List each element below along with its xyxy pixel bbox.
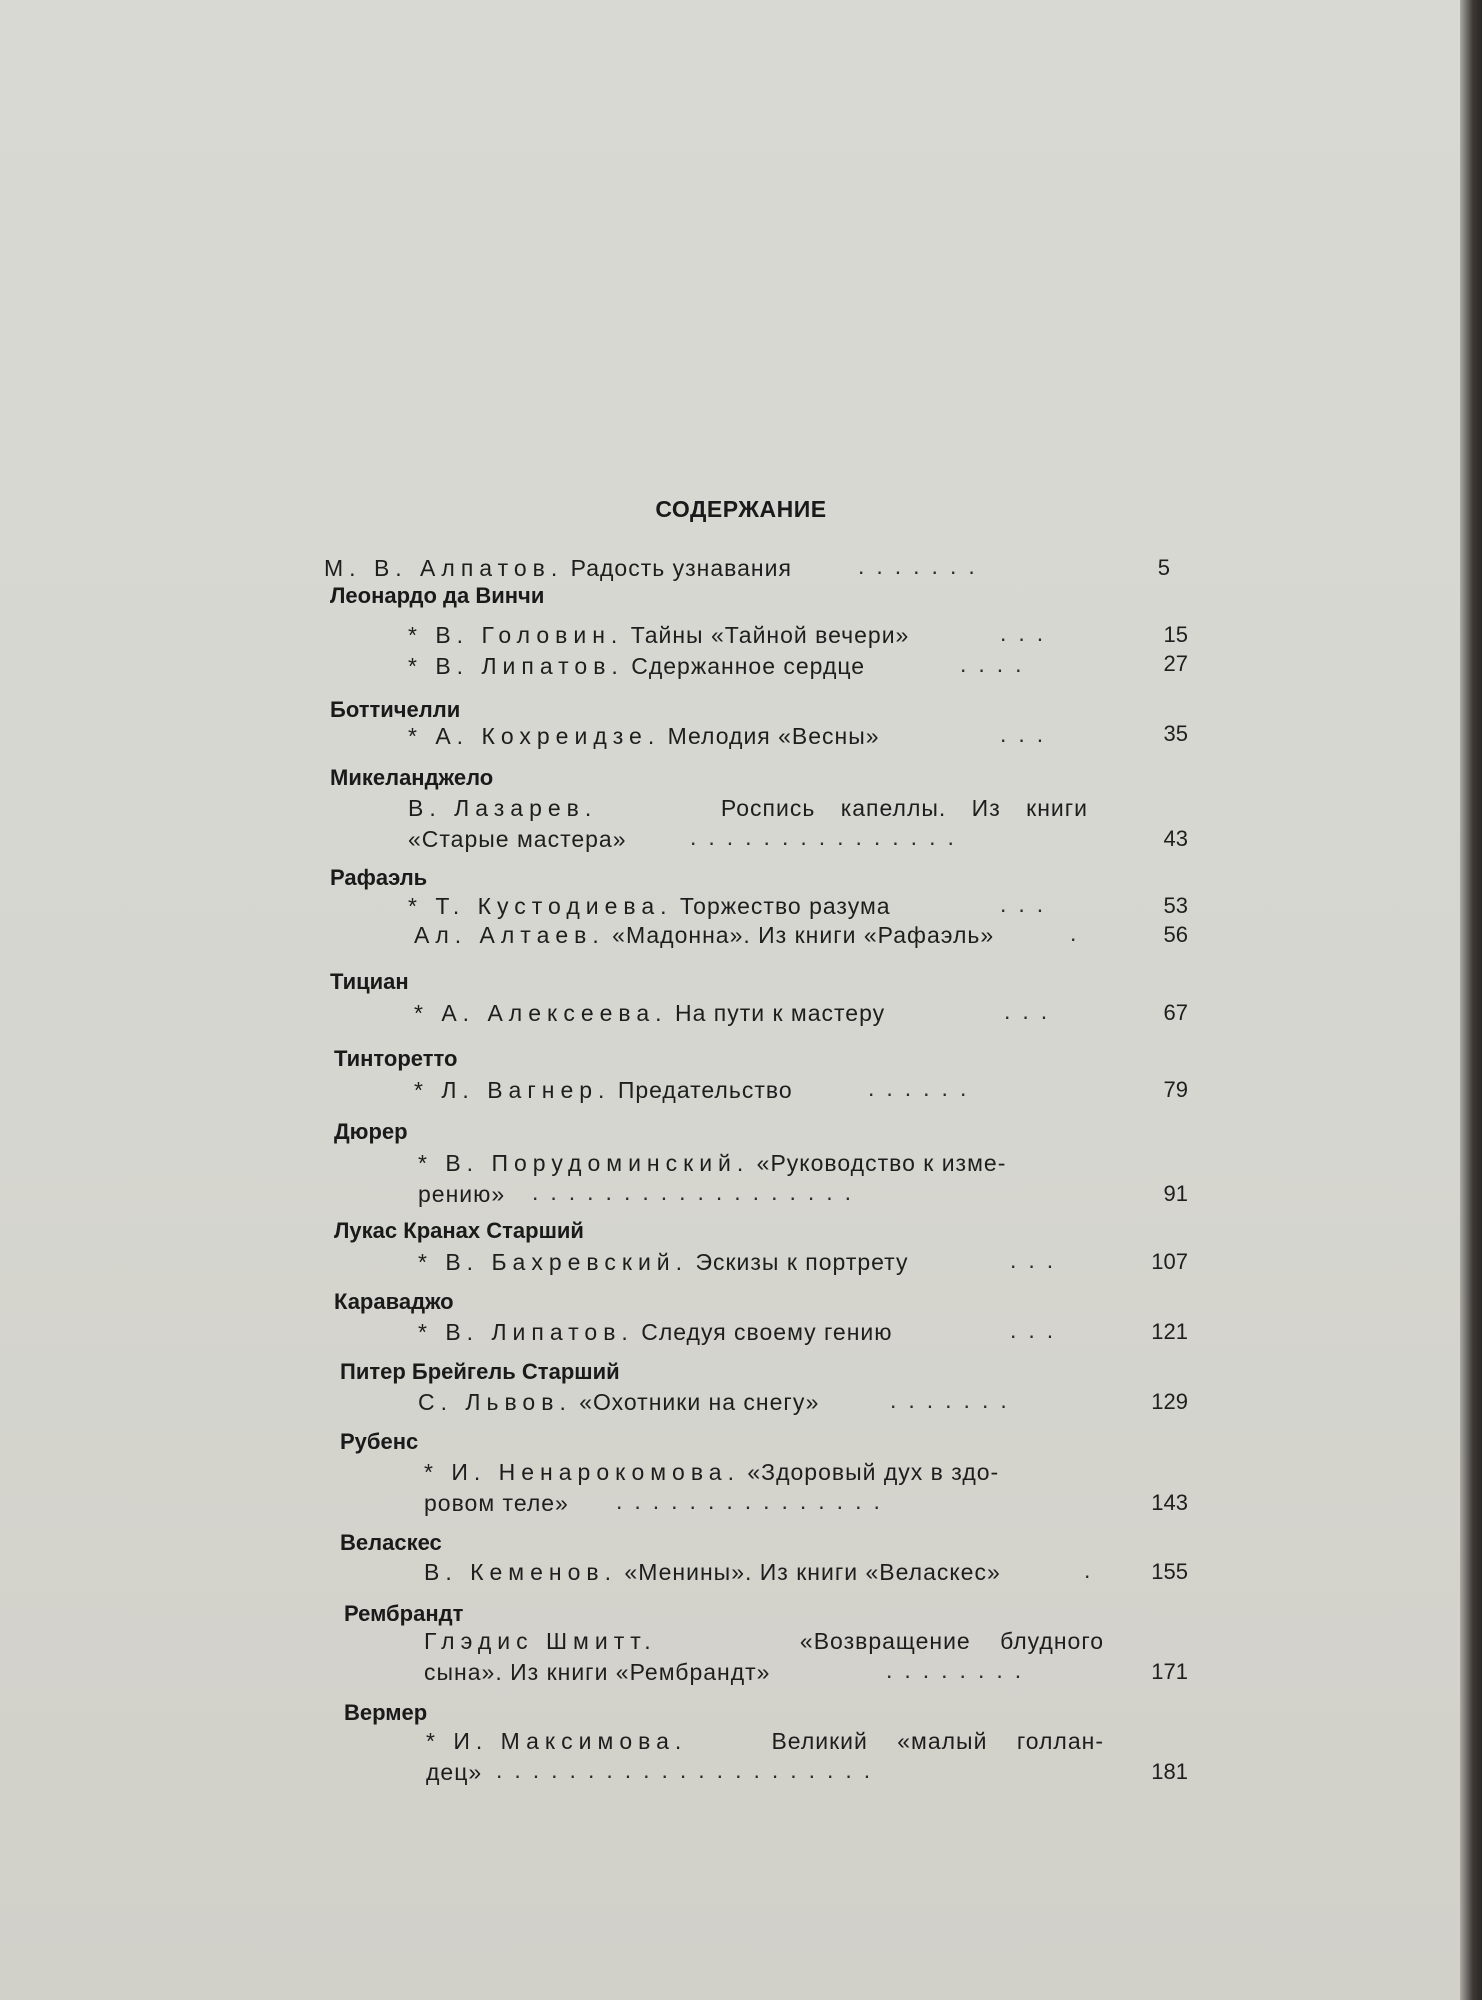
leader-dots: ...	[1000, 891, 1056, 917]
toc-entry	[418, 1319, 893, 1346]
page-number: 143	[1151, 1490, 1188, 1515]
leader-dots: ...............	[690, 824, 966, 850]
artist-heading: Веласкес	[340, 1530, 442, 1555]
page-number: 91	[1163, 1181, 1188, 1206]
toc-entry	[414, 922, 994, 949]
entry-title: Предательство	[617, 1077, 793, 1103]
leader-dots: ...	[1004, 998, 1060, 1024]
entry-title: «Руководство к изме-	[756, 1150, 1007, 1176]
artist-heading: Рембрандт	[344, 1601, 464, 1626]
entry-title: На пути к мастеру	[674, 1000, 886, 1026]
artist-heading: Тициан	[330, 969, 409, 994]
entry-title: Роспись капеллы. Из книги	[720, 795, 1088, 821]
page-number: 181	[1151, 1759, 1188, 1784]
entry-title: Тайны «Тайной вечери»	[630, 622, 910, 648]
toc-entry	[408, 653, 865, 680]
entry-title: Великий «малый голлан-	[771, 1728, 1104, 1754]
entry-title: «Мадонна». Из книги «Рафаэль»	[612, 922, 995, 948]
page-number: 79	[1163, 1077, 1188, 1102]
leader-dots: .	[1070, 920, 1089, 946]
leader-dots: ........	[886, 1657, 1034, 1683]
entry-title: «Возвращение блудного	[799, 1628, 1104, 1654]
toc-entry	[324, 555, 792, 582]
entry-title: «Охотники на снегу»	[579, 1389, 820, 1415]
toc-entry	[418, 1389, 819, 1416]
artist-heading: Питер Брейгель Старший	[340, 1359, 620, 1384]
entry-author: * Т. Кустодиева.	[408, 893, 673, 919]
entry-author: С. Львов.	[418, 1389, 572, 1415]
toc-entry	[414, 1077, 793, 1104]
artist-heading: Дюрер	[334, 1119, 408, 1144]
leader-dots: ...............	[616, 1488, 892, 1514]
page-title: СОДЕРЖАНИЕ	[655, 496, 827, 522]
leader-dots: ....	[960, 651, 1034, 677]
toc-entry	[418, 1150, 1006, 1177]
page-number: 5	[1157, 555, 1170, 580]
leader-dots: ...	[1010, 1317, 1066, 1343]
entry-author: * Л. Вагнер.	[414, 1077, 611, 1103]
entry-author: Ал. Алтаев.	[414, 922, 605, 948]
entry-author: * В. Липатов.	[418, 1319, 634, 1345]
entry-title: Следуя своему гению	[641, 1319, 893, 1345]
toc-entry	[408, 893, 891, 920]
page-number: 107	[1151, 1249, 1188, 1274]
entry-title: Радость узнавания	[570, 555, 792, 581]
artist-heading: Боттичелли	[330, 697, 461, 722]
artist-heading: Леонардо да Винчи	[330, 583, 545, 608]
entry-author: М. В. Алпатов.	[324, 555, 564, 581]
leader-dots: ..................	[532, 1179, 864, 1205]
leader-dots: .......	[890, 1387, 1019, 1413]
page-number: 15	[1163, 622, 1188, 647]
page-number: 121	[1151, 1319, 1188, 1344]
leader-dots: ...	[1010, 1247, 1066, 1273]
leader-dots: .......	[858, 553, 987, 579]
artist-heading: Тинторетто	[334, 1046, 458, 1071]
entry-title: Торжество разума	[679, 893, 891, 919]
entry-title: «Здоровый дух в здо-	[747, 1459, 1000, 1485]
artist-heading: Микеланджело	[330, 765, 494, 790]
leader-dots: ...	[1000, 721, 1056, 747]
page-number: 171	[1151, 1659, 1188, 1684]
entry-author: * А. Кохреидзе.	[408, 723, 661, 749]
leader-dots: ...	[1000, 620, 1056, 646]
entry-author: * В. Липатов.	[408, 653, 624, 679]
artist-heading: Лукас Кранах Старший	[334, 1218, 584, 1243]
entry-author: * И. Максимова.	[426, 1728, 688, 1754]
page-number: 155	[1151, 1559, 1188, 1584]
entry-title-continued: ровом теле»	[424, 1490, 569, 1516]
toc-entry	[424, 1628, 1104, 1655]
entry-author: Глэдис Шмитт.	[424, 1628, 657, 1654]
entry-author: * В. Бахревский.	[418, 1249, 689, 1275]
entry-title-continued: рению»	[418, 1181, 506, 1207]
entry-author: * А. Алексеева.	[414, 1000, 668, 1026]
page-number: 67	[1163, 1000, 1188, 1025]
leader-dots: .....................	[496, 1757, 883, 1783]
entry-author: В. Кеменов.	[424, 1559, 618, 1585]
toc-entry	[408, 795, 1088, 822]
entry-title: Сдержанное сердце	[631, 653, 866, 679]
toc-entry	[408, 622, 909, 649]
entry-title-continued: сына». Из книги «Рембрандт»	[424, 1659, 771, 1685]
artist-heading: Рубенс	[340, 1429, 419, 1454]
page-number: 27	[1163, 651, 1188, 676]
toc-entry	[414, 1000, 885, 1027]
leader-dots: ......	[868, 1075, 979, 1101]
page-number: 35	[1163, 721, 1188, 746]
page-number: 43	[1163, 826, 1188, 851]
artist-heading: Рафаэль	[330, 865, 428, 890]
page-number: 53	[1163, 893, 1188, 918]
entry-title-continued: «Старые мастера»	[408, 826, 627, 852]
entry-author: В. Лазарев.	[408, 795, 598, 821]
toc-entry	[424, 1559, 1001, 1586]
page-number: 56	[1163, 922, 1188, 947]
entry-title: Эскизы к портрету	[695, 1249, 909, 1275]
toc-entry	[418, 1249, 908, 1276]
entry-title-continued: дец»	[426, 1759, 483, 1785]
entry-title: «Менины». Из книги «Веласкес»	[624, 1559, 1001, 1585]
leader-dots: .	[1084, 1557, 1103, 1583]
toc-entry	[424, 1459, 999, 1486]
entry-author: * В. Головин.	[408, 622, 624, 648]
entry-title: Мелодия «Весны»	[667, 723, 880, 749]
entry-author: * И. Ненарокомова.	[424, 1459, 740, 1485]
artist-heading: Вермер	[344, 1700, 428, 1725]
toc-entry	[408, 723, 880, 750]
page-number: 129	[1151, 1389, 1188, 1414]
artist-heading: Караваджо	[334, 1289, 454, 1314]
toc-entry	[426, 1728, 1104, 1755]
entry-author: * В. Порудоминский.	[418, 1150, 750, 1176]
